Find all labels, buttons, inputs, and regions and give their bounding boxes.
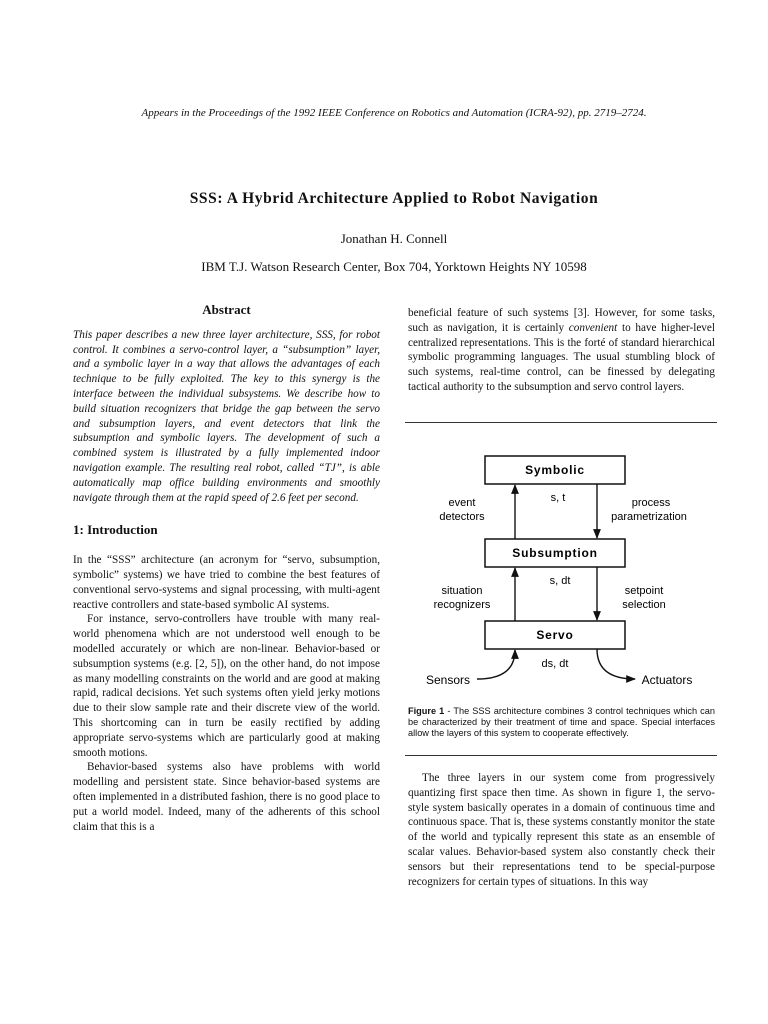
caption-text: - The SSS architecture combines 3 control techniques which can be characterized by their treatment of time and space. Special interfaces allow the layers of this system to cooperate effectively.: [408, 706, 715, 738]
situation-label: situation: [441, 585, 483, 597]
right-text-part: beneficial feature of such systems [3]. However, for some tasks, such as navigation, it is certainly: [408, 307, 715, 334]
selection-label: selection: [622, 599, 666, 611]
detectors-label: detectors: [439, 511, 485, 523]
parametrization-label: parametrization: [611, 511, 687, 523]
right-paragraph: The three layers in our system come from progressively quantizing first space then time. As shown in figure 1, the servo-style system basically operates in a domain of continuous time and continuous space. That is, these systems constantly monitor the state of the world and typically represent this state as an ensemble of scalar values. Behavior-based system also constantly check their sensors but their representations tend to be special-purpose recognizers for certain types of situations. In this way: [408, 772, 715, 888]
abstract-heading: Abstract: [202, 302, 251, 317]
ds-dt-label: ds, dt: [541, 658, 569, 670]
s-dt-label: s, dt: [549, 575, 571, 587]
caption-label: Figure 1: [408, 706, 445, 716]
servo-label: Servo: [536, 628, 574, 642]
symbolic-label: Symbolic: [525, 463, 585, 477]
emphasized-word: convenient: [568, 321, 618, 334]
setpoint-label: setpoint: [624, 585, 664, 597]
abstract-body: This paper describes a new three layer architecture, SSS, for robot control. It combines a servo-control layer, a “subsumption” layer, and a symbolic layer in a way that allows the advantages of each technique to be fully exploited. The key to this synergy is the interface between the individual subsystems. We describe how to build situation recognizers that bridge the gap between the servo and subsumption layers, and event detectors that link the subsumption and symbolic layers. The development of such a combined system is illustrated by a fully implemented indoor navigation example. The resulting real robot, called “TJ”, is able automatically map office building environments and smoothly navigate through them at the rapid speed of 2.6 feet per second.: [73, 328, 380, 504]
right-column-top-text: [408, 306, 715, 395]
actuators-label: Actuators: [641, 673, 693, 687]
sensors-arrow: [477, 650, 515, 679]
author-name: Jonathan H. Connell: [340, 231, 448, 246]
left-column: [73, 303, 380, 834]
recognizers-label: recognizers: [433, 599, 491, 611]
right-text-part: to have higher-level centralized representations. This is the forté of standard hierarchical symbolic programming languages. The usual stumbling block of such systems, real-time control, can be finessed by delegating tactical authority to the subsumption and servo control layers.: [408, 321, 715, 393]
sensors-label: Sensors: [425, 673, 471, 687]
actuators-arrow: [597, 649, 635, 679]
figure-caption: [408, 706, 715, 739]
process-label: process: [631, 497, 671, 509]
right-column-bottom-text: [408, 771, 715, 889]
intro-paragraph: Behavior-based systems also have problems with world modelling and persistent state. Since behavior-based systems are often implemented in a distributed fashion, there is no good place to put a world model. Indeed, many of the adherents of this school claim that this is a: [73, 761, 380, 833]
venue-line: Appears in the Proceedings of the 1992 IEEE Conference on Robotics and Automation (ICRA-92), pp. 2719–2724.: [141, 107, 647, 119]
figure-bottom-rule: [405, 755, 717, 756]
introduction-heading: 1: Introduction: [73, 522, 158, 538]
figure-top-rule: [405, 422, 717, 423]
s-t-label: s, t: [550, 492, 566, 504]
intro-paragraph: For instance, servo-controllers have trouble with many real-world phenomena which are not understood well enough to be modelled accurately or which are non-linear. Behavior-based or subsumption systems (e.g. [2, 5]), on the other hand, do not impose as many modelling constraints on the world and are good at making rapid, radical decisions. Yet such systems often yield jerky motions due to their slow sample rate and their discrete view of the world. This shortcoming can in turn be easily rectified by adding appropriate servo-systems which are particularly good at making smooth motions.: [73, 613, 380, 759]
intro-paragraph: In the “SSS” architecture (an acronym for “servo, subsumption, symbolic” systems) we have tried to combine the best features of conventional servo-systems and signal processing, with multi-agent reactive controllers and state-based symbolic AI systems.: [73, 554, 380, 611]
architecture-diagram: [405, 432, 717, 702]
event-label: event: [448, 497, 476, 509]
author-affiliation: IBM T.J. Watson Research Center, Box 704, Yorktown Heights NY 10598: [201, 259, 587, 274]
paper-title: SSS: A Hybrid Architecture Applied to Robot Navigation: [189, 190, 599, 207]
subsumption-label: Subsumption: [512, 546, 598, 560]
